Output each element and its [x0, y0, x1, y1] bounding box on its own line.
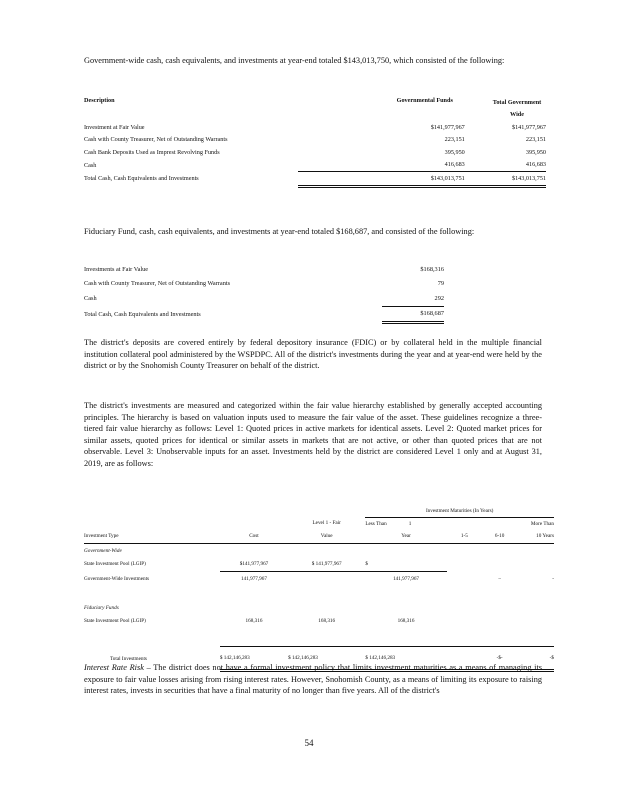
more-than-header: More Than: [530, 520, 554, 527]
row-amount: $168,316: [420, 265, 444, 273]
deposits-paragraph: The district's deposits are covered entirely by federal depository insurance (FDIC) or by collateral held in the multiple financial institution collateral pool administered by the WSPDPC. All of the district's investments during the year and at year-end were held by the district or by the Snohomish County Treasurer on behalf of the district.: [84, 338, 542, 370]
total-label: Total Cash, Cash Equivalents and Investments: [84, 310, 201, 318]
fiduciary-funds-section: Fiduciary Funds: [84, 604, 119, 611]
total-fair-value: $ 142,146,283: [288, 647, 365, 671]
row-label: Cash with County Treasurer, Net of Outstanding Warrants: [84, 136, 228, 144]
govwide-intro-paragraph: Government-wide cash, cash equivalents, and investments at year-end totaled $143,013,750, which consisted of the following:: [84, 56, 505, 65]
governmental-total: $143,013,751: [298, 172, 465, 187]
table-row: [84, 557, 554, 572]
total-six-to-ten: -$-: [482, 647, 517, 671]
six-to-ten-years: –: [498, 575, 501, 582]
six-to-ten-years: [482, 557, 517, 572]
level1-fair-header: Level 1 - Fair: [312, 520, 341, 527]
table-row: [84, 614, 554, 628]
table-row: [84, 121, 546, 134]
investment-type-header: Investment Type: [84, 529, 220, 544]
interest-rate-risk-text: – The district does not have a formal investment policy that limits investment maturities as a means of managing its exposure to fair value losses arising from rising interest rates. However, Snohomish County, as a means of limiting its exposure to raising interest rates, invests in securities that have a final maturity of no longer than five years. All of the district's: [84, 663, 542, 695]
table-total-row: [84, 172, 546, 187]
total-label: Total Cash, Cash Equivalents and Investments: [84, 175, 199, 183]
row-label: Investments at Fair Value: [84, 265, 149, 273]
row-label: Cash: [84, 295, 97, 302]
table-header-row: [84, 505, 554, 518]
interest-rate-risk-paragraph: [84, 662, 542, 697]
governmental-value: $141,977,967: [430, 123, 465, 131]
total-value: $141,977,967: [511, 123, 546, 131]
one-to-five-years: [447, 557, 482, 572]
fair-value: [288, 572, 365, 587]
years-6-10-header: 6-10: [482, 529, 517, 544]
table-header-row: [84, 518, 554, 530]
less-than-one-year: 168,316: [397, 618, 415, 624]
investment-type: State Investment Pool (LGIP): [84, 618, 146, 624]
govwide-cash-table: [84, 97, 546, 188]
cost-value: 168,316: [245, 618, 263, 624]
section-row: [84, 544, 554, 558]
total-value: 395,950: [525, 148, 546, 156]
table-row: [84, 134, 546, 147]
government-wide-section: Government-Wide: [84, 547, 122, 554]
table-header-row: [84, 97, 546, 121]
row-label: Cash: [84, 161, 97, 169]
total-more-than-ten: -$: [517, 647, 554, 671]
one-to-five-years: [447, 572, 482, 587]
row-label: Cash with County Treasurer, Net of Outstanding Warrants: [84, 280, 231, 288]
maturities-header: Investment Maturities (In Years): [365, 505, 554, 518]
fair-value: 168,316: [318, 618, 336, 624]
interest-rate-risk-heading: Interest Rate Risk: [84, 663, 144, 672]
governmental-funds-header: Governmental Funds: [396, 97, 453, 104]
more-than-ten-years: [517, 557, 554, 572]
section-row: [84, 601, 554, 614]
fair-value: $ 141,977,967: [288, 557, 365, 572]
page-number: 54: [304, 738, 314, 748]
cost-value: 141,977,967: [241, 576, 267, 582]
table-header-row: [84, 529, 554, 544]
table-row: [84, 262, 444, 277]
total-government-wide-total: $143,013,751: [465, 172, 546, 187]
year-header: Year: [365, 529, 446, 544]
total-cost: $ 142,146,283: [220, 647, 288, 671]
row-label: Investment at Fair Value: [84, 123, 145, 131]
more-than-ten-years: -: [552, 575, 554, 582]
total-amount: $168,687: [382, 306, 444, 323]
investments-table: [84, 505, 554, 672]
less-than-one-year: 141,977,967: [393, 576, 419, 582]
table-row: [84, 572, 554, 587]
row-label: Cash Bank Deposits Used as Imprest Revolving Funds: [84, 148, 220, 156]
years-1-5-header: 1-5: [447, 529, 482, 544]
governmental-value: 223,151: [444, 136, 465, 144]
row-amount: 292: [382, 291, 444, 306]
less-than-header: Less Than 1: [365, 520, 412, 527]
total-value: 223,151: [525, 136, 546, 144]
table-row: [84, 159, 546, 172]
total-less-than-one-year: $ 142,146,283: [365, 647, 446, 671]
fiduciary-intro-paragraph: Fiduciary Fund, cash, cash equivalents, and investments at year-end totaled $168,687, and consisted of the following:: [84, 227, 475, 236]
table-row: [84, 291, 444, 306]
table-total-row: [84, 306, 444, 323]
table-row: [84, 146, 546, 159]
fair-value-paragraph: The district's investments are measured and categorized within the fair value hierarchy established by generally accepted accounting principles. The hierarchy is based on valuation inputs used to measure the fair value of the asset. These guidelines recognize a three-tiered fair value hierarchy as follows: Level 1: Quoted prices in active markets for identical assets. Level 2: Quoted market prices for similar assets, quoted prices for identical or similar assets in markets that are not active, or other than quoted prices that are not observable. Level 3: Unobservable inputs for an asset. Investments held by the district are considered Level 1 only and at August 31, 2019, are as follows:: [84, 401, 542, 468]
total-value: 416,683: [465, 159, 546, 172]
governmental-value: 416,683: [298, 159, 465, 172]
value-header: Value: [288, 529, 365, 544]
investment-type: Government-Wide Investments: [84, 575, 150, 582]
less-than-one-year: $: [365, 557, 446, 572]
governmental-value: 395,950: [444, 148, 465, 156]
cost-value: $141,977,967: [220, 557, 288, 572]
row-amount: 79: [437, 280, 444, 288]
cost-header: Cost: [220, 529, 288, 544]
table-row: [84, 277, 444, 292]
investment-type: State Investment Pool (LGIP): [84, 561, 146, 568]
years-10-header: 10 Years: [517, 529, 554, 544]
fiduciary-cash-table: [84, 262, 444, 324]
description-header: Description: [84, 97, 115, 104]
total-label: Total Investments: [110, 655, 147, 662]
total-government-wide-header: Total Government Wide: [492, 99, 542, 118]
